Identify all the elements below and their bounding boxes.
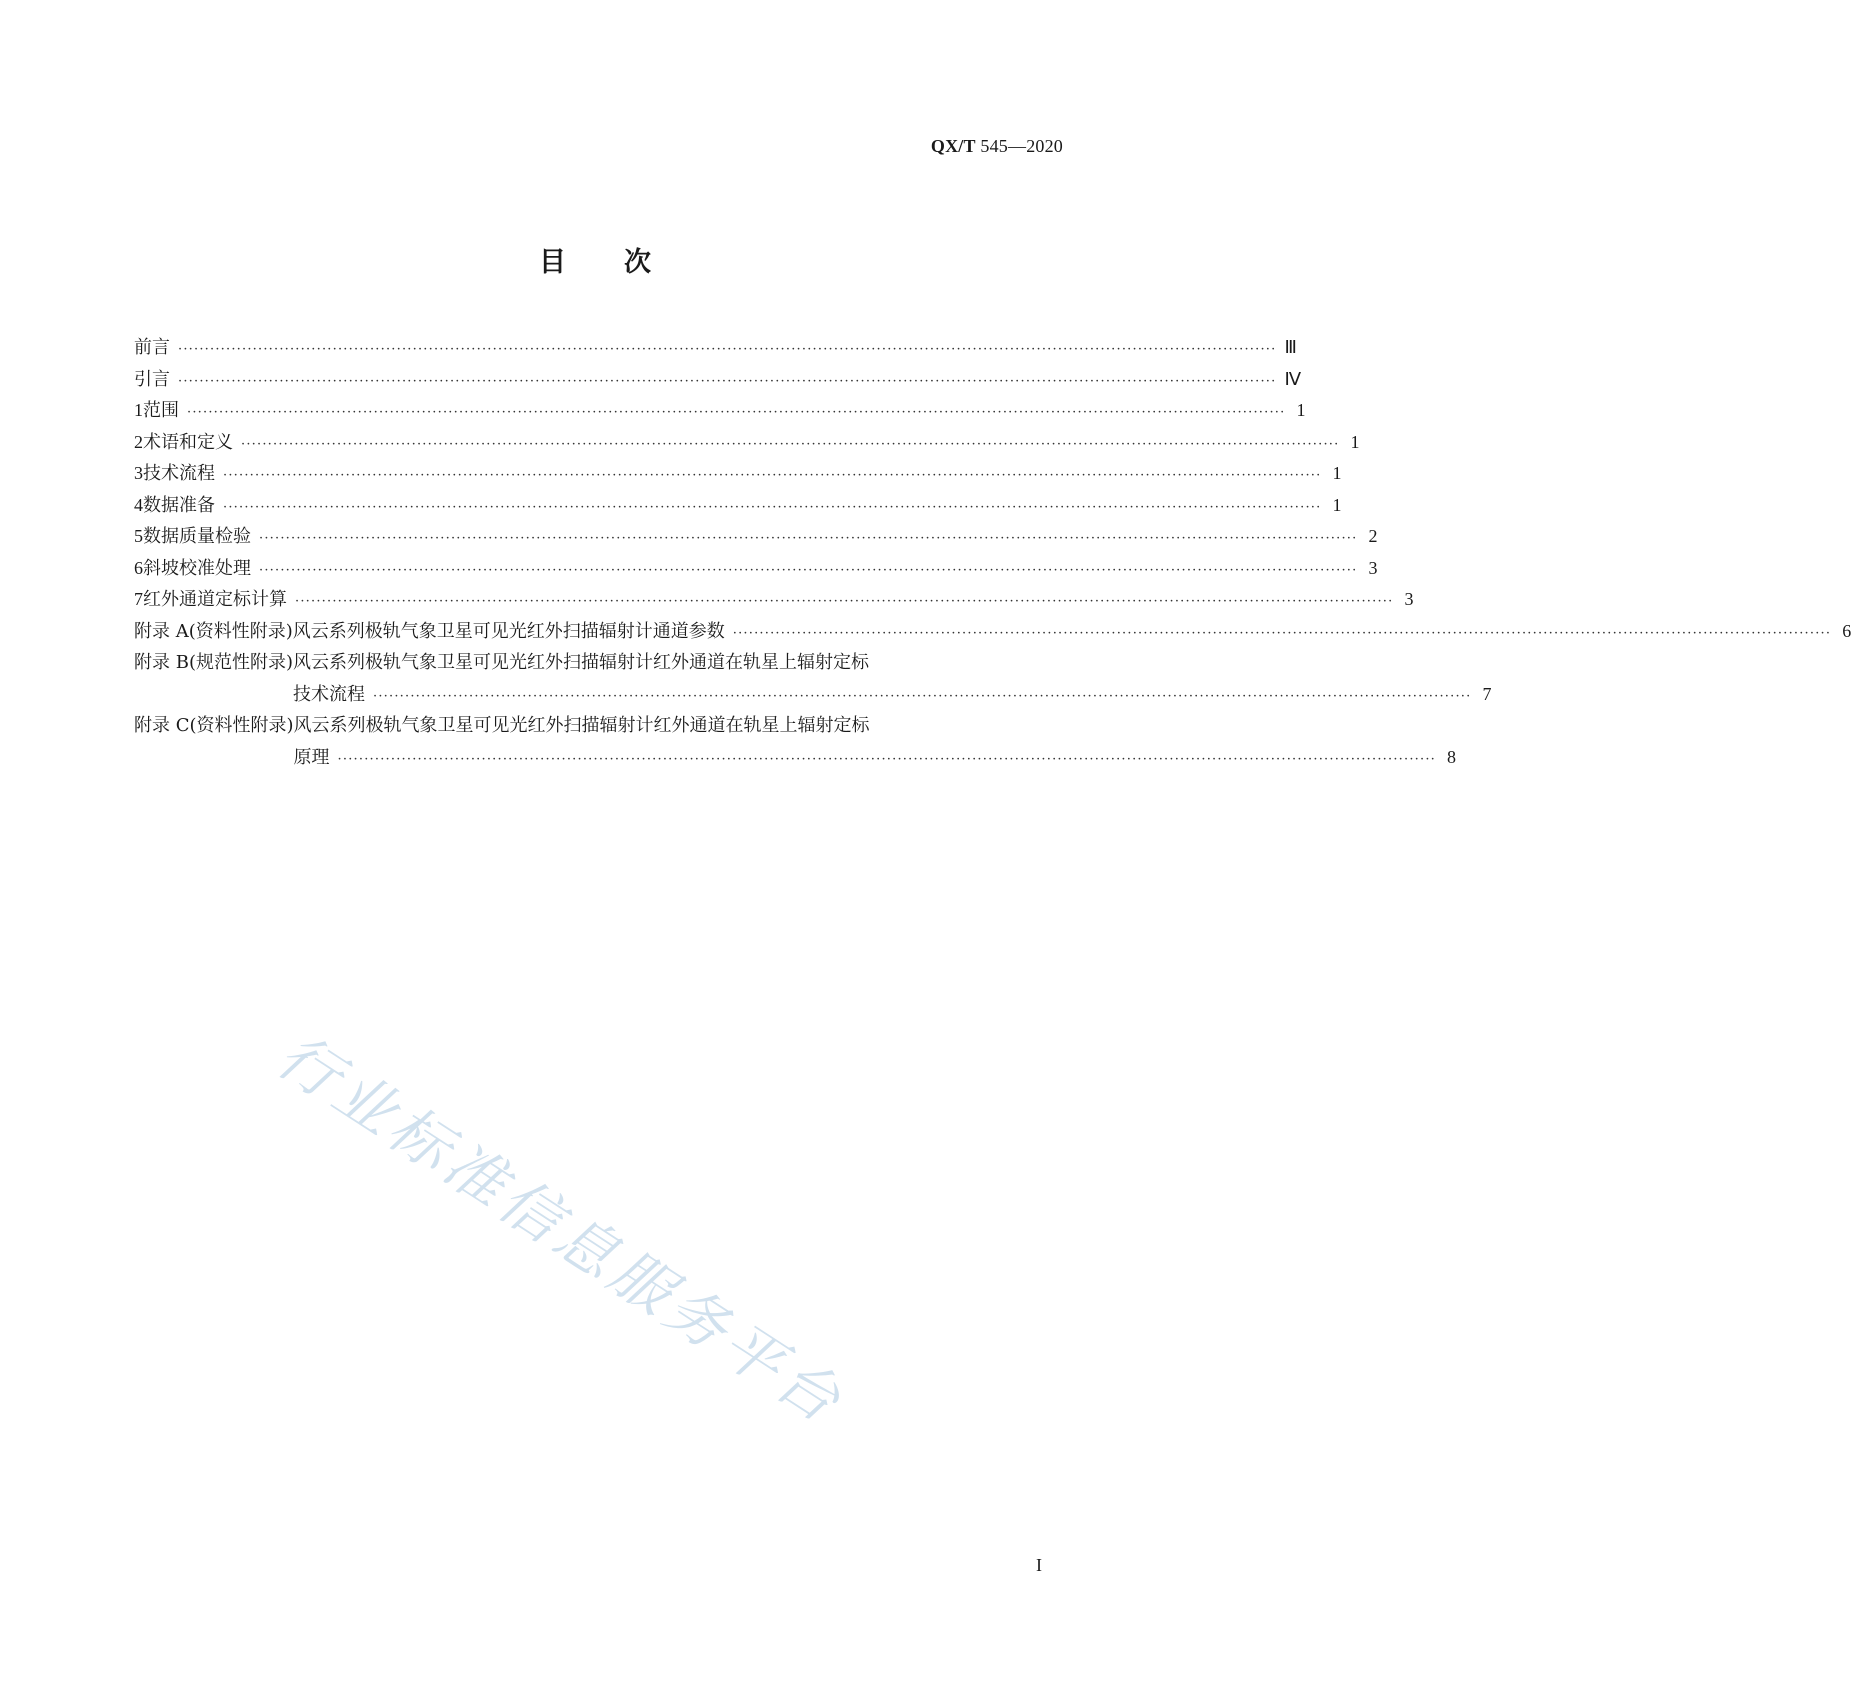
toc-entry-page: 3 <box>1404 589 1414 609</box>
table-of-contents <box>134 332 1851 773</box>
toc-leader-dots <box>259 555 1357 587</box>
toc-entry-number: 5 <box>134 526 143 546</box>
toc-entry-number: 6 <box>134 557 143 578</box>
toc-entry-page: 1 <box>1332 494 1342 515</box>
toc-leader-dots <box>338 744 1436 776</box>
annex-heading: 附录 B(规范性附录) <box>134 652 293 673</box>
annex-title: 风云系列极轨气象卫星可见光红外扫描辐射计通道参数 <box>292 620 725 642</box>
document-code-prefix: QX/T <box>930 136 976 156</box>
toc-entry-scope[interactable] <box>134 395 1306 427</box>
toc-leader-dots <box>295 586 1393 618</box>
toc-entry-number: 3 <box>134 463 143 483</box>
toc-entry-number: 4 <box>134 494 143 515</box>
annex-heading: 附录 C(资料性附录) <box>134 715 294 736</box>
annex-title-line2: 技术流程 <box>293 683 365 705</box>
toc-entry-terms[interactable] <box>134 427 1360 459</box>
toc-leader-dots <box>187 397 1285 429</box>
annex-heading: 附录 A(资料性附录) <box>134 620 293 642</box>
toc-annex-a[interactable] <box>134 616 1851 648</box>
toc-entry-number: 1 <box>134 400 143 420</box>
toc-entry-page: 6 <box>1842 620 1851 641</box>
toc-entry-number: 7 <box>134 589 143 609</box>
toc-entry-slope[interactable] <box>134 553 1378 585</box>
annex-title-line1: 风云系列极轨气象卫星可见光红外扫描辐射计红外通道在轨星上辐射定标 <box>293 652 869 673</box>
toc-entry-label: 引言 <box>134 368 170 390</box>
annex-title-line2: 原理 <box>293 746 330 768</box>
toc-entry-page: 1 <box>1350 431 1360 452</box>
toc-entry-label: 数据准备 <box>143 494 215 516</box>
toc-entry-label: 技术流程 <box>143 463 215 484</box>
document-code <box>931 136 1063 157</box>
toc-leader-dots <box>241 429 1339 461</box>
page-title-part1: 目 <box>539 247 566 278</box>
toc-leader-dots <box>178 334 1276 366</box>
toc-entry-quality[interactable] <box>134 521 1378 553</box>
toc-entry-label: 斜坡校准处理 <box>143 557 251 579</box>
toc-entry-foreword[interactable] <box>134 332 1297 364</box>
watermark: 行业标准信息服务平台 <box>264 1020 857 1440</box>
toc-leader-dots <box>259 523 1357 555</box>
toc-annex-c[interactable] <box>134 710 1457 773</box>
page-number: I <box>1036 1555 1042 1575</box>
toc-entry-label: 术语和定义 <box>143 431 233 453</box>
page-title <box>0 240 1190 279</box>
toc-entry-page: 1 <box>1296 400 1306 420</box>
document-code-number: 545—2020 <box>980 136 1063 156</box>
toc-entry-introduction[interactable] <box>134 364 1302 396</box>
page-title-part2: 次 <box>624 247 651 278</box>
toc-leader-dots <box>733 618 1831 650</box>
toc-entry-label: 红外通道定标计算 <box>143 589 287 610</box>
toc-entry-page: Ⅲ <box>1284 337 1297 357</box>
toc-leader-dots <box>223 492 1321 524</box>
annex-title-line1: 风云系列极轨气象卫星可见光红外扫描辐射计红外通道在轨星上辐射定标 <box>293 715 870 736</box>
toc-entry-process[interactable] <box>134 458 1342 490</box>
toc-entry-label: 前言 <box>134 337 170 358</box>
toc-entry-number: 2 <box>134 431 143 452</box>
toc-leader-dots <box>223 460 1321 492</box>
toc-entry-page: Ⅳ <box>1284 368 1302 389</box>
toc-leader-dots <box>178 366 1276 398</box>
toc-entry-page: 3 <box>1368 557 1378 578</box>
toc-entry-page: 8 <box>1447 746 1457 767</box>
toc-entry-page: 1 <box>1332 463 1342 483</box>
toc-annex-b[interactable] <box>134 647 1492 710</box>
toc-entry-calibration[interactable] <box>134 584 1414 616</box>
toc-entry-data-prep[interactable] <box>134 490 1342 522</box>
toc-entry-label: 范围 <box>143 400 179 421</box>
toc-entry-label: 数据质量检验 <box>143 526 251 547</box>
toc-leader-dots <box>373 681 1471 713</box>
toc-entry-page: 2 <box>1368 526 1378 546</box>
toc-entry-page: 7 <box>1482 683 1492 704</box>
